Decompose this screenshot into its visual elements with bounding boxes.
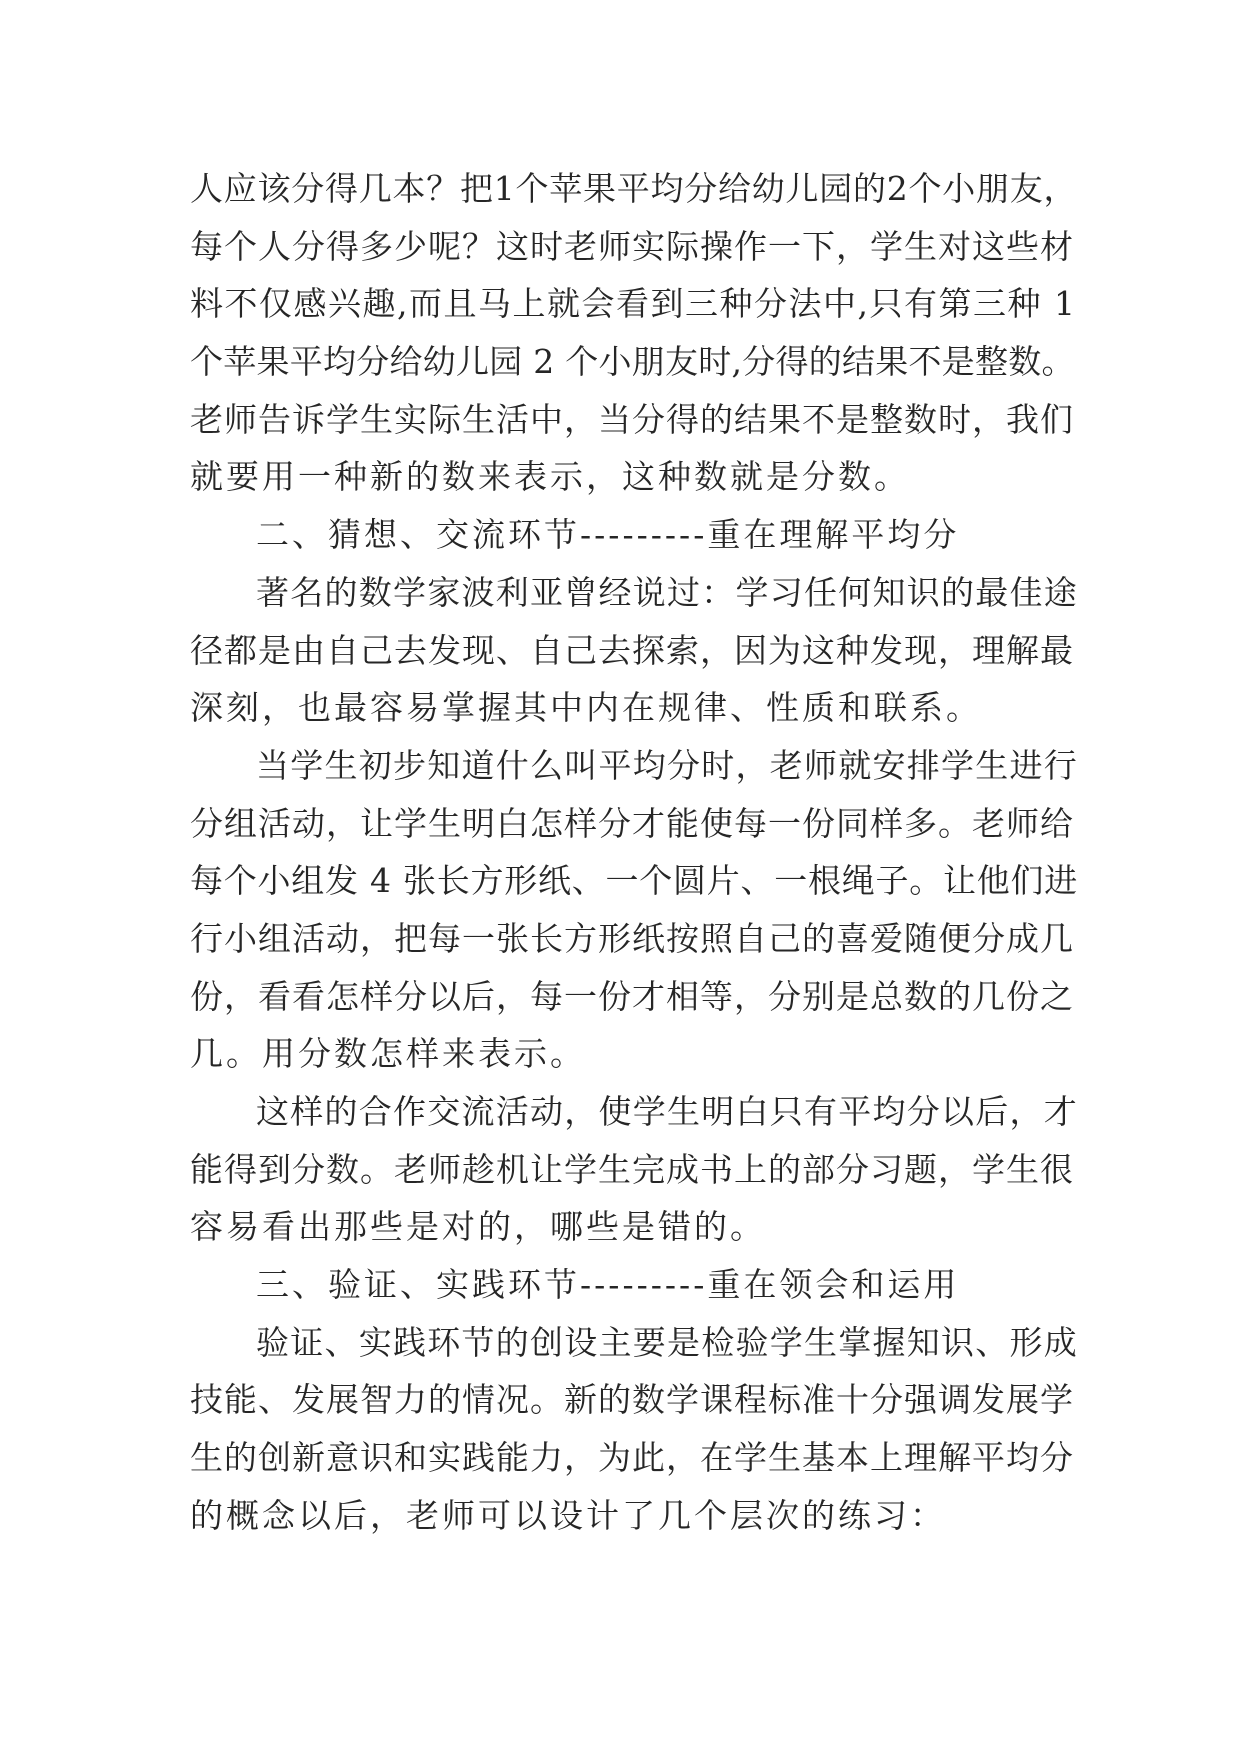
text-line: 二、猜想、交流环节---------重在理解平均分 xyxy=(256,515,960,555)
text-line: 能得到分数。老师趁机让学生完成书上的部分习题，学生很 xyxy=(190,1149,1074,1189)
text-line: 每个人分得多少呢？这时老师实际操作一下，学生对这些材 xyxy=(190,226,1074,266)
text-line: 这样的合作交流活动，使学生明白只有平均分以后，才 xyxy=(256,1092,1078,1131)
text-line: 的概念以后，老师可以设计了几个层次的练习： xyxy=(190,1495,946,1535)
text-line: 就要用一种新的数来表示，这种数就是分数。 xyxy=(190,457,910,497)
text-line: 容易看出那些是对的，哪些是错的。 xyxy=(190,1207,766,1247)
text-line: 每个小组发 4 张长方形纸、一个圆片、一根绳子。让他们进 xyxy=(190,861,1078,901)
text-line: 技能、发展智力的情况。新的数学课程标准十分强调发展学 xyxy=(190,1380,1074,1420)
text-line: 料不仅感兴趣,而且马上就会看到三种分法中,只有第三种 1 xyxy=(190,284,1077,324)
text-line: 验证、实践环节的创设主要是检验学生掌握知识、形成 xyxy=(256,1322,1078,1362)
text-line: 老师告诉学生实际生活中，当分得的结果不是整数时，我们 xyxy=(190,399,1074,439)
text-line: 径都是由自己去发现、自己去探索，因为这种发现，理解最 xyxy=(190,630,1074,670)
text-line: 三、验证、实践环节---------重在领会和运用 xyxy=(256,1265,960,1305)
text-line: 分组活动，让学生明白怎样分才能使每一份同样多。老师给 xyxy=(190,803,1074,843)
text-line: 生的创新意识和实践能力，为此，在学生基本上理解平均分 xyxy=(190,1438,1074,1478)
text-line: 行小组活动，把每一张长方形纸按照自己的喜爱随便分成几 xyxy=(190,918,1074,958)
text-line: 深刻，也最容易掌握其中内在规律、性质和联系。 xyxy=(190,688,982,728)
text-line: 个苹果平均分给幼儿园 2 个小朋友时,分得的结果不是整数。 xyxy=(190,342,1075,382)
text-line: 人应该分得几本？把1个苹果平均分给幼儿园的2个小朋友， xyxy=(190,169,1078,208)
document-body xyxy=(190,160,1080,1545)
text-line: 几。用分数怎样来表示。 xyxy=(190,1034,586,1074)
text-line: 当学生初步知道什么叫平均分时，老师就安排学生进行 xyxy=(256,745,1078,785)
text-line: 份，看看怎样分以后，每一份才相等，分别是总数的几份之 xyxy=(190,976,1074,1016)
text-line: 著名的数学家波利亚曾经说过：学习任何知识的最佳途 xyxy=(256,572,1078,612)
